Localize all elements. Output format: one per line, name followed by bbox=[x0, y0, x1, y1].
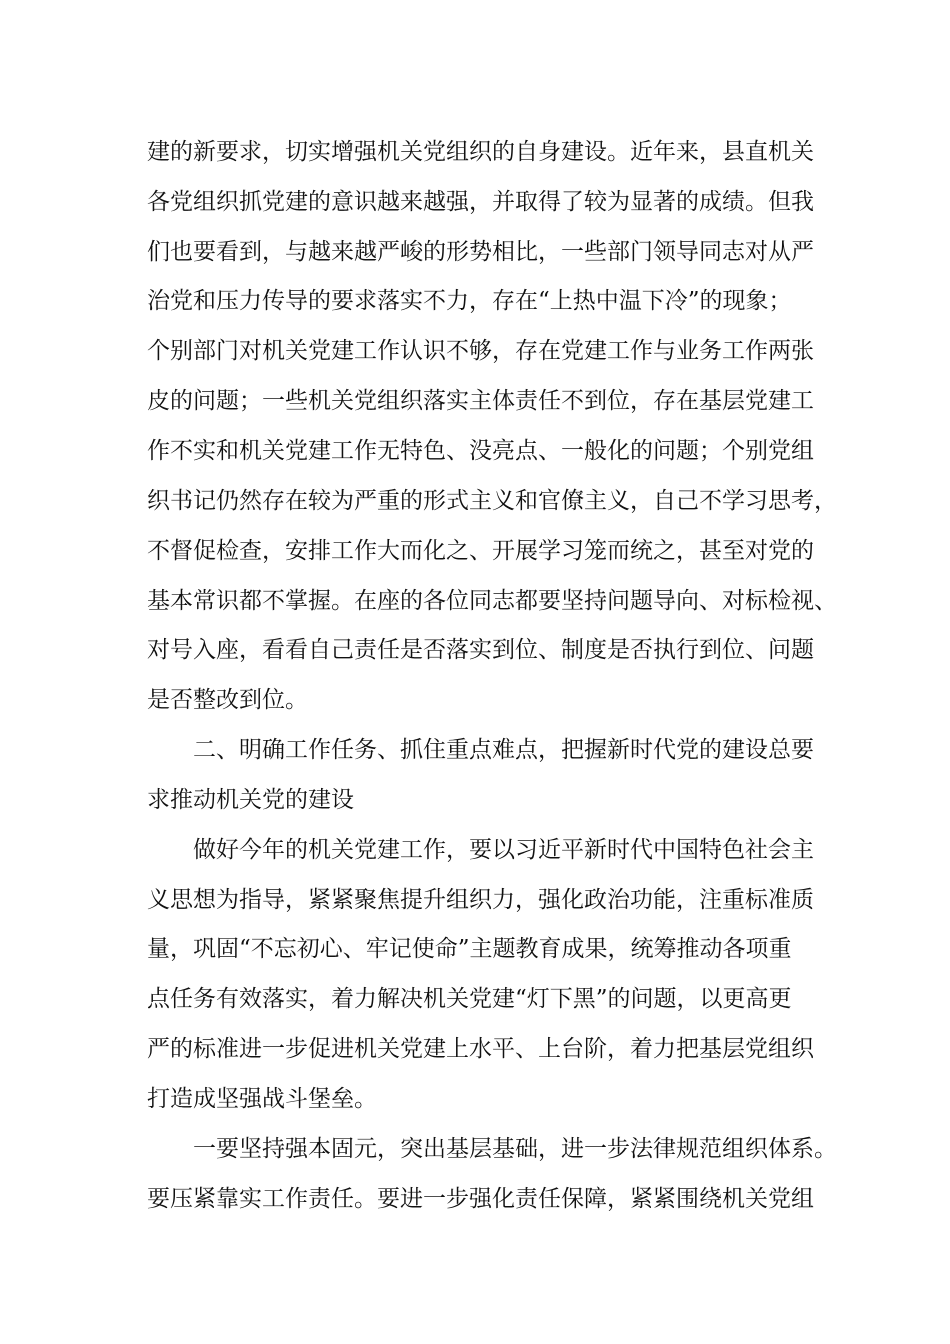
text-line: 皮的问题；一些机关党组织落实主体责任不到位，存在基层党建工 bbox=[147, 388, 814, 414]
text-line: 各党组织抓党建的意识越来越强，并取得了较为显著的成绩。但我 bbox=[147, 189, 814, 215]
text-line: 治党和压力传导的要求落实不力，存在“上热中温下冷”的现象； bbox=[147, 288, 792, 314]
text-line: 要压紧靠实工作责任。要进一步强化责任保障，紧紧围绕机关党组 bbox=[147, 1186, 814, 1212]
text-line: 建的新要求，切实增强机关党组织的自身建设。近年来，县直机关 bbox=[147, 139, 814, 165]
section-heading: 二、明确工作任务、抓住重点难点，把握新时代党的建设总要 bbox=[193, 737, 814, 763]
text-line: 作不实和机关党建工作无特色、没亮点、一般化的问题；个别党组 bbox=[147, 438, 814, 464]
text-line: 点任务有效落实，着力解决机关党建“灯下黑”的问题，以更高更 bbox=[147, 986, 792, 1012]
text-line: 一要坚持强本固元，突出基层基础，进一步法律规范组织体系。 bbox=[193, 1136, 837, 1162]
text-line: 义思想为指导，紧紧聚焦提升组织力，强化政治功能，注重标准质 bbox=[147, 887, 814, 913]
text-line: 织书记仍然存在较为严重的形式主义和官僚主义，自己不学习思考， bbox=[147, 488, 837, 514]
text-line: 个别部门对机关党建工作认识不够，存在党建工作与业务工作两张 bbox=[147, 338, 814, 364]
text-line: 们也要看到，与越来越严峻的形势相比，一些部门领导同志对从严 bbox=[147, 239, 814, 265]
text-line: 严的标准进一步促进机关党建上水平、上台阶，着力把基层党组织 bbox=[147, 1036, 814, 1062]
text-line: 打造成坚强战斗堡垒。 bbox=[147, 1086, 377, 1112]
text-line: 是否整改到位。 bbox=[147, 687, 308, 713]
text-line: 做好今年的机关党建工作，要以习近平新时代中国特色社会主 bbox=[193, 837, 814, 863]
section-heading-continued: 求推动机关党的建设 bbox=[147, 787, 354, 813]
text-line: 不督促检查，安排工作大而化之、开展学习笼而统之，甚至对党的 bbox=[147, 538, 814, 564]
text-line: 基本常识都不掌握。在座的各位同志都要坚持问题导向、对标检视、 bbox=[147, 588, 837, 614]
text-line: 量，巩固“不忘初心、牢记使命”主题教育成果，统筹推动各项重 bbox=[147, 936, 792, 962]
text-line: 对号入座，看看自己责任是否落实到位、制度是否执行到位、问题 bbox=[147, 637, 814, 663]
